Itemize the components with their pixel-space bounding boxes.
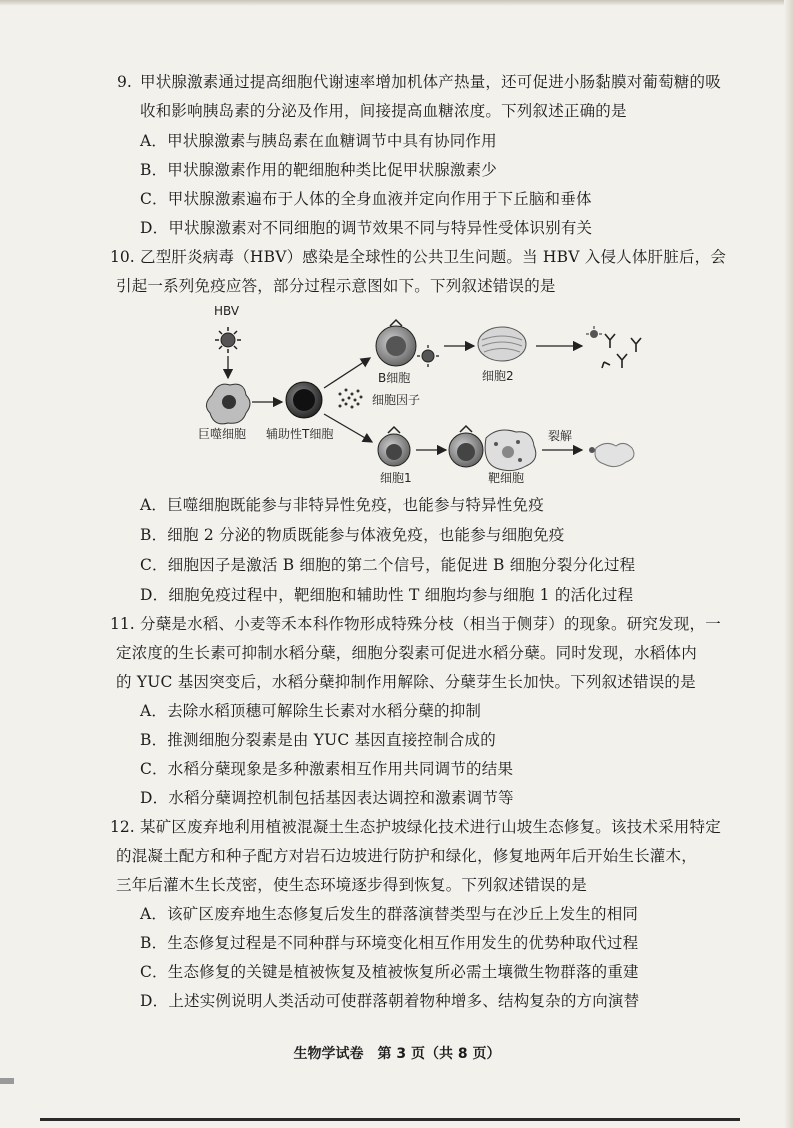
question-stem: 三年后灌木生长茂密，使生态环境逐步得到恢复。下列叙述错误的是 bbox=[116, 876, 588, 894]
question-stem: 的混凝土配方和种子配方对岩石边坡进行防护和绿化，修复地两年后开始生长灌木， bbox=[116, 847, 697, 865]
antibody-icon bbox=[602, 334, 641, 368]
label-cytokine: 细胞因子 bbox=[372, 393, 421, 407]
diagram-svg bbox=[190, 300, 650, 490]
question-number: 11. bbox=[110, 615, 135, 633]
cell-1-icon bbox=[378, 427, 410, 466]
option-b: B．推测细胞分裂素是由 YUC 基因直接控制合成的 bbox=[140, 731, 496, 749]
option-a: A．该矿区废弃地生态修复后发生的群落演替类型与在沙丘上发生的相同 bbox=[140, 905, 639, 923]
option-d: D．细胞免疫过程中，靶细胞和辅助性 T 细胞均参与细胞 1 的活化过程 bbox=[140, 586, 634, 604]
label-target-cell: 靶细胞 bbox=[488, 471, 525, 485]
option-b: B．细胞 2 分泌的物质既能参与体液免疫，也能参与细胞免疫 bbox=[140, 526, 565, 544]
question-stem: 分蘖是水稻、小麦等禾本科作物形成特殊分枝（相当于侧芽）的现象。研究发现，一 bbox=[140, 615, 721, 633]
immune-response-diagram bbox=[190, 300, 650, 490]
label-hbv: HBV bbox=[214, 304, 240, 318]
label-cell-1: 细胞1 bbox=[380, 471, 412, 485]
label-helper-t-cell: 辅助性T细胞 bbox=[266, 427, 334, 441]
scan-edge-top bbox=[0, 0, 794, 6]
option-b: B．甲状腺激素作用的靶细胞种类比促甲状腺激素少 bbox=[140, 161, 497, 179]
option-a: A．巨噬细胞既能参与非特异性免疫，也能参与特异性免疫 bbox=[140, 496, 544, 514]
question-stem: 的 YUC 基因突变后，水稻分蘖抑制作用解除、分蘖芽生长加快。下列叙述错误的是 bbox=[116, 673, 696, 691]
option-c: C．生态修复的关键是植被恢复及植被恢复所必需土壤微生物群落的重建 bbox=[140, 963, 639, 981]
question-stem: 甲状腺激素通过提高细胞代谢速率增加机体产热量，还可促进小肠黏膜对葡萄糖的吸 bbox=[140, 73, 721, 91]
option-d: D．上述实例说明人类活动可使群落朝着物种增多、结构复杂的方向演替 bbox=[140, 992, 640, 1010]
question-stem: 定浓度的生长素可抑制水稻分蘖，细胞分裂素可促进水稻分蘖。同时发现，水稻体内 bbox=[116, 644, 697, 662]
scan-edge-bottom bbox=[40, 1118, 740, 1121]
option-d: D．甲状腺激素对不同细胞的调节效果不同与特异性受体识别有关 bbox=[140, 219, 593, 237]
label-b-cell: B细胞 bbox=[378, 371, 411, 385]
cytotoxic-t-cell-icon bbox=[449, 426, 483, 467]
scan-edge-right bbox=[784, 0, 794, 1128]
target-cell-icon bbox=[485, 430, 536, 471]
label-macrophage: 巨噬细胞 bbox=[198, 427, 247, 441]
helper-t-cell-icon bbox=[286, 382, 322, 418]
cytokine-dots-icon bbox=[339, 389, 363, 409]
lysed-cell-debris-icon bbox=[589, 443, 634, 466]
question-stem: 某矿区废弃地利用植被混凝土生态护坡绿化技术进行山坡生态修复。该技术采用特定 bbox=[140, 818, 721, 836]
question-number: 10. bbox=[110, 248, 135, 266]
label-cell-2: 细胞2 bbox=[482, 369, 514, 383]
question-number: 12. bbox=[110, 818, 135, 836]
option-d: D．水稻分蘖调控机制包括基因表达调控和激素调节等 bbox=[140, 789, 514, 807]
option-c: C．水稻分蘖现象是多种激素相互作用共同调节的结果 bbox=[140, 760, 514, 778]
scan-mark-left bbox=[0, 1078, 14, 1084]
cell-2-icon bbox=[478, 327, 526, 361]
question-number: 9. bbox=[117, 73, 132, 91]
option-c: C．细胞因子是激活 B 细胞的第二个信号，能促进 B 细胞分裂分化过程 bbox=[140, 556, 636, 574]
macrophage-icon bbox=[206, 384, 250, 424]
hbv-virus-icon bbox=[586, 326, 602, 338]
hbv-virus-icon bbox=[215, 327, 241, 353]
b-cell-icon bbox=[376, 320, 416, 366]
question-stem: 乙型肝炎病毒（HBV）感染是全球性的公共卫生问题。当 HBV 入侵人体肝脏后，会 bbox=[140, 248, 727, 266]
option-a: A．甲状腺激素与胰岛素在血糖调节中具有协同作用 bbox=[140, 132, 497, 150]
option-a: A．去除水稻顶穗可解除生长素对水稻分蘖的抑制 bbox=[140, 702, 482, 720]
question-stem: 收和影响胰岛素的分泌及作用，间接提高血糖浓度。下列叙述正确的是 bbox=[140, 102, 627, 120]
arrow bbox=[324, 358, 370, 388]
question-stem: 引起一系列免疫应答，部分过程示意图如下。下列叙述错误的是 bbox=[116, 277, 556, 295]
page-footer: 生物学试卷 第 3 页（共 8 页） bbox=[293, 1046, 501, 1062]
option-c: C．甲状腺激素遍布于人体的全身血液并定向作用于下丘脑和垂体 bbox=[140, 190, 592, 208]
hbv-virus-icon bbox=[417, 345, 439, 367]
label-lysis: 裂解 bbox=[548, 429, 573, 443]
option-b: B．生态修复过程是不同种群与环境变化相互作用发生的优势种取代过程 bbox=[140, 934, 639, 952]
